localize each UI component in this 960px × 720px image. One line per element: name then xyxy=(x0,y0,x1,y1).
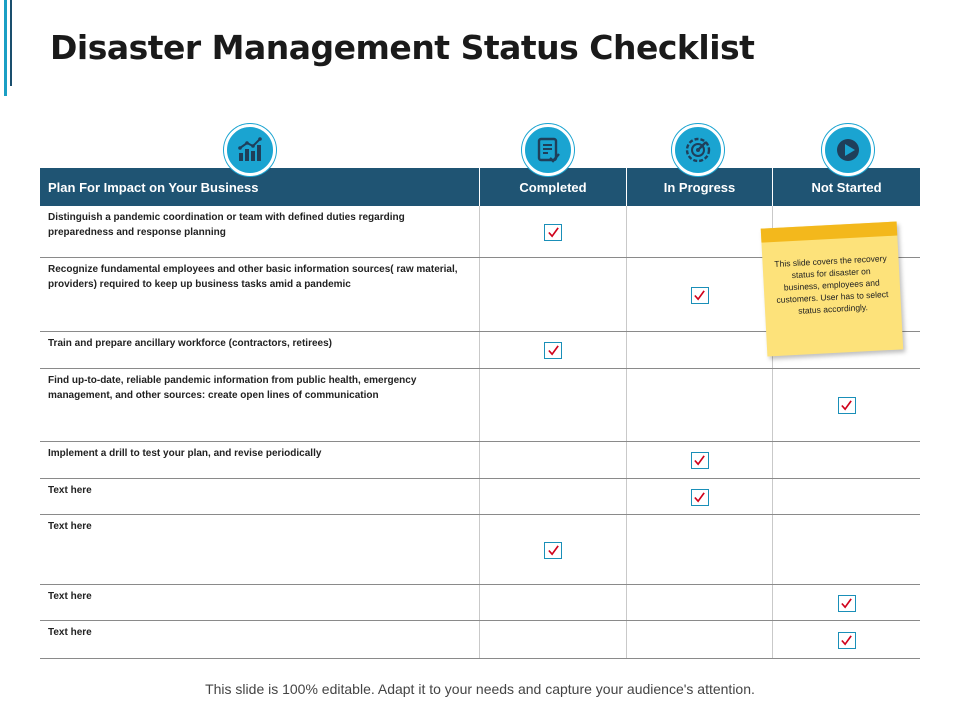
gauge-progress-icon xyxy=(672,124,724,176)
footer-note: This slide is 100% editable. Adapt it to your needs and capture your audience's attention. xyxy=(205,681,755,697)
checkmark-icon[interactable] xyxy=(544,342,562,359)
task-description: Implement a drill to test your plan, and revise periodically xyxy=(48,448,322,459)
completed-cell[interactable] xyxy=(479,332,626,368)
task-description: Text here xyxy=(48,591,92,602)
accent-bar xyxy=(4,0,7,96)
completed-cell[interactable] xyxy=(479,442,626,478)
task-description: Distinguish a pandemic coordination or team with defined duties regarding preparedness and response planning xyxy=(48,212,405,238)
task-description: Find up-to-date, reliable pandemic information from public health, emergency management, and other sources: create open lines of communication xyxy=(48,375,417,401)
completed-cell[interactable] xyxy=(479,369,626,441)
table-row xyxy=(40,479,920,515)
checkmark-icon[interactable] xyxy=(691,452,709,469)
table-row xyxy=(40,515,920,585)
task-description: Train and prepare ancillary workforce (contractors, retirees) xyxy=(48,338,332,349)
header-not-started: Not Started xyxy=(772,168,920,206)
in-progress-cell[interactable] xyxy=(626,206,772,257)
header-plan: Plan For Impact on Your Business xyxy=(48,179,259,195)
task-description: Text here xyxy=(48,627,92,638)
sticky-note-text: This slide covers the recovery status for disaster on business, employees and customers. User has to select status accordingly. xyxy=(774,253,889,316)
completed-cell[interactable] xyxy=(479,515,626,584)
completed-cell[interactable] xyxy=(479,206,626,257)
table-row xyxy=(40,369,920,442)
in-progress-cell[interactable] xyxy=(626,332,772,368)
completed-cell[interactable] xyxy=(479,585,626,620)
checkmark-icon[interactable] xyxy=(544,542,562,559)
not-started-cell[interactable] xyxy=(772,369,920,441)
table-row xyxy=(40,621,920,659)
document-checklist-icon xyxy=(522,124,574,176)
in-progress-cell[interactable] xyxy=(626,369,772,441)
in-progress-cell[interactable] xyxy=(626,585,772,620)
chart-growth-icon xyxy=(224,124,276,176)
in-progress-cell[interactable] xyxy=(626,621,772,658)
table-header xyxy=(40,168,920,206)
in-progress-cell[interactable] xyxy=(626,479,772,514)
header-completed: Completed xyxy=(479,168,626,206)
checkmark-icon[interactable] xyxy=(838,595,856,612)
in-progress-cell[interactable] xyxy=(626,515,772,584)
not-started-cell[interactable] xyxy=(772,515,920,584)
not-started-cell[interactable] xyxy=(772,585,920,620)
completed-cell[interactable] xyxy=(479,479,626,514)
header-in-progress: In Progress xyxy=(626,168,772,206)
task-description: Text here xyxy=(48,485,92,496)
in-progress-cell[interactable] xyxy=(626,442,772,478)
play-icon xyxy=(822,124,874,176)
sticky-note xyxy=(761,222,904,357)
table-row xyxy=(40,442,920,479)
accent-bar-dark xyxy=(10,0,12,86)
checkmark-icon[interactable] xyxy=(691,489,709,506)
not-started-cell[interactable] xyxy=(772,442,920,478)
checkmark-icon[interactable] xyxy=(544,224,562,241)
page-title: Disaster Management Status Checklist xyxy=(50,28,755,67)
completed-cell[interactable] xyxy=(479,621,626,658)
in-progress-cell[interactable] xyxy=(626,258,772,331)
not-started-cell[interactable] xyxy=(772,621,920,658)
checkmark-icon[interactable] xyxy=(838,632,856,649)
table-row xyxy=(40,585,920,621)
task-description: Text here xyxy=(48,521,92,532)
completed-cell[interactable] xyxy=(479,258,626,331)
checkmark-icon[interactable] xyxy=(691,287,709,304)
checkmark-icon[interactable] xyxy=(838,397,856,414)
task-description: Recognize fundamental employees and other basic information sources( raw material, providers) required to keep up business tasks amid a pandemic xyxy=(48,264,458,290)
not-started-cell[interactable] xyxy=(772,479,920,514)
